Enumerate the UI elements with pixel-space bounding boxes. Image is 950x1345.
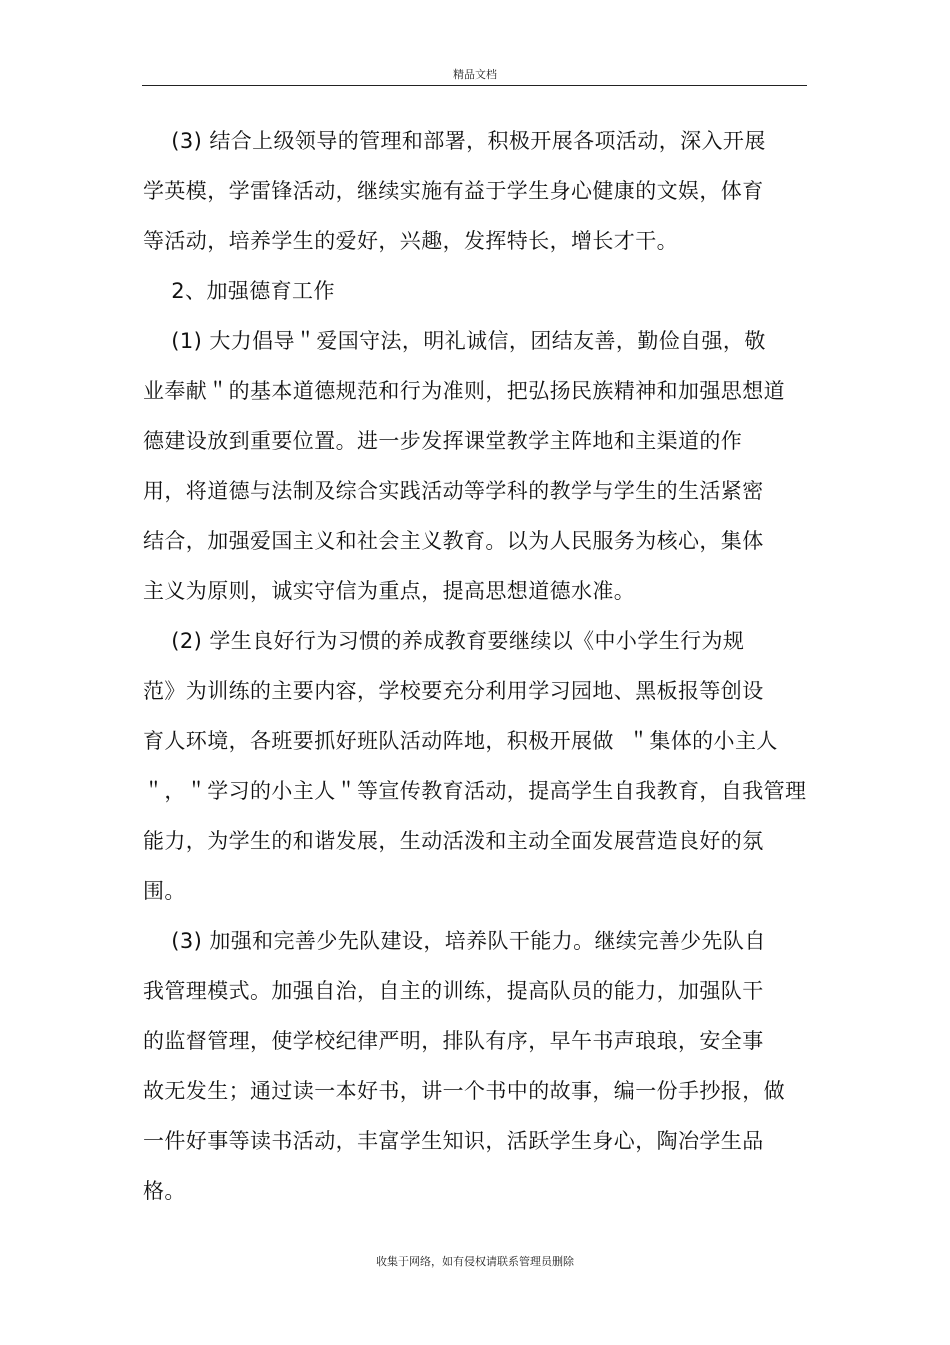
text-line: 能力，为学生的和谐发展，生动活泼和主动全面发展营造良好的氛 — [143, 829, 764, 853]
text-line: ＂，＂学习的小主人＂等宣传教育活动，提高学生自我教育，自我管理 — [143, 779, 807, 803]
text-line: 等活动，培养学生的爱好，兴趣，发挥特长，增长才干。 — [143, 229, 678, 253]
text-line: 学英模，学雷锋活动，继续实施有益于学生身心健康的文娱，体育 — [143, 179, 764, 203]
text-line: 业奉献＂的基本道德规范和行为准则，把弘扬民族精神和加强思想道 — [143, 379, 785, 403]
text-line: 一件好事等读书活动，丰富学生知识，活跃学生身心，陶冶学生品 — [143, 1129, 764, 1153]
text-line: 围。 — [143, 879, 186, 903]
text-line: 故无发生；通过读一本好书，讲一个书中的故事，编一份手抄报，做 — [143, 1079, 785, 1103]
text-line: 育人环境，各班要抓好班队活动阵地，积极开展做 ＂集体的小主人 — [143, 729, 778, 753]
text-line: 格。 — [143, 1179, 186, 1203]
text-line: 德建设放到重要位置。进一步发挥课堂教学主阵地和主渠道的作 — [143, 429, 743, 453]
page-header: 精品文档 — [453, 68, 497, 81]
text-line: (3) 结合上级领导的管理和部署，积极开展各项活动，深入开展 — [143, 129, 766, 153]
text-line: (1) 大力倡导＂爱国守法，明礼诚信，团结友善，勤俭自强，敬 — [143, 329, 766, 353]
text-line: 的监督管理，使学校纪律严明，排队有序，早午书声琅琅，安全事 — [143, 1029, 764, 1053]
header-divider — [142, 85, 807, 86]
text-line: 结合，加强爱国主义和社会主义教育。以为人民服务为核心，集体 — [143, 529, 764, 553]
text-line: (2) 学生良好行为习惯的养成教育要继续以《中小学生行为规 — [143, 629, 745, 653]
section-heading: 2、加强德育工作 — [143, 279, 335, 303]
text-line: 范》为训练的主要内容，学校要充分利用学习园地、黑板报等创设 — [143, 679, 764, 703]
page-footer: 收集于网络，如有侵权请联系管理员删除 — [376, 1255, 574, 1268]
text-line: (3) 加强和完善少先队建设，培养队干能力。继续完善少先队自 — [143, 929, 766, 953]
text-line: 我管理模式。加强自治，自主的训练，提高队员的能力，加强队干 — [143, 979, 764, 1003]
text-line: 主义为原则，诚实守信为重点，提高思想道德水准。 — [143, 579, 636, 603]
text-line: 用，将道德与法制及综合实践活动等学科的教学与学生的生活紧密 — [143, 479, 764, 503]
